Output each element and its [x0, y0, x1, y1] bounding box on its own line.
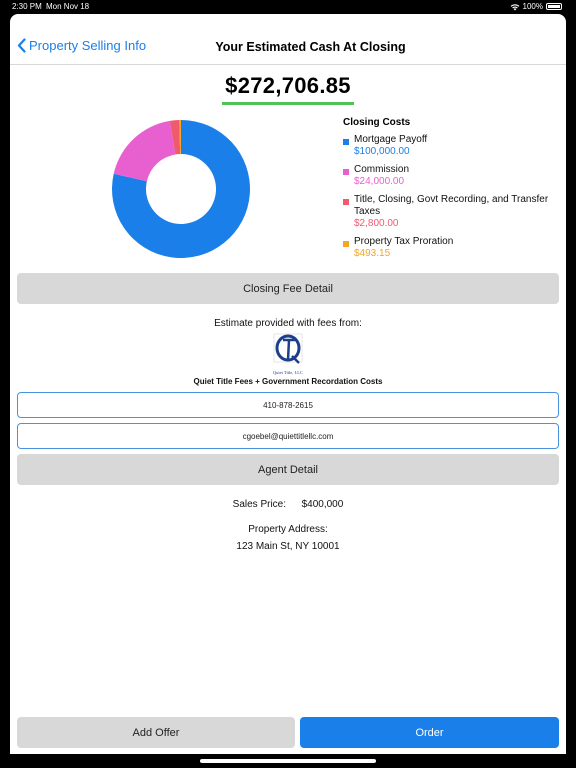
status-bar: [0, 0, 576, 14]
add-offer-button[interactable]: Add Offer: [17, 717, 295, 748]
legend-name: Mortgage Payoff: [354, 134, 428, 145]
home-indicator: [200, 759, 376, 763]
legend-value: $100,000.00: [354, 146, 410, 157]
wifi-icon: [510, 3, 520, 11]
estimate-text: Estimate provided with fees from:: [214, 318, 362, 329]
total-cash-amount: $272,706.85: [225, 73, 351, 98]
closing-fee-detail-button[interactable]: Closing Fee Detail: [17, 273, 559, 304]
order-button[interactable]: Order: [300, 717, 559, 748]
donut-slice-1: [114, 121, 176, 181]
legend-value: $493.15: [354, 248, 391, 259]
sales-price-value: $400,000: [301, 499, 344, 510]
legend-item: [343, 164, 553, 188]
legend-title: Closing Costs: [343, 117, 411, 128]
battery-icon: [546, 3, 562, 10]
nav-bar: [10, 14, 566, 65]
legend-swatch: [343, 199, 349, 205]
battery-percent: 100%: [522, 2, 543, 11]
legend-item: [343, 134, 553, 158]
sales-price-row: [10, 499, 566, 510]
legend-swatch: [343, 169, 349, 175]
chart-legend: [343, 117, 553, 266]
status-right: [510, 2, 562, 11]
legend-item: [343, 236, 553, 260]
status-time: 2:30 PM: [12, 2, 42, 11]
legend-name: Property Tax Proration: [354, 236, 454, 247]
legend-value: $2,800.00: [354, 218, 399, 229]
main-sheet: [10, 14, 566, 754]
logo-caption: Quiet Title, LLC: [272, 370, 304, 375]
quiet-title-logo: [263, 332, 313, 375]
agent-detail-button[interactable]: Agent Detail: [17, 454, 559, 485]
page-title: Your Estimated Cash At Closing: [215, 40, 406, 54]
legend-item: [343, 194, 553, 230]
status-date: Mon Nov 18: [46, 2, 90, 11]
legend-value: $24,000.00: [354, 176, 405, 187]
back-label: Property Selling Info: [29, 38, 147, 53]
property-address-value: 123 Main St, NY 10001: [236, 541, 340, 552]
legend-swatch: [343, 139, 349, 145]
legend-name: Title, Closing, Govt Recording, and Transfer Taxes: [354, 194, 549, 217]
phone-button[interactable]: 410-878-2615: [17, 392, 559, 418]
legend-name: Commission: [354, 164, 410, 175]
legend-swatch: [343, 241, 349, 247]
quiet-title-logo-mark: [263, 332, 313, 366]
closing-costs-donut-chart: [111, 119, 251, 259]
provider-text: Quiet Title Fees + Government Recordation Costs: [193, 377, 383, 386]
email-button[interactable]: cgoebel@quiettitlellc.com: [17, 423, 559, 449]
total-underline: [222, 102, 354, 105]
property-address-label: Property Address:: [248, 524, 328, 535]
sales-price-label: Sales Price:: [232, 499, 287, 510]
